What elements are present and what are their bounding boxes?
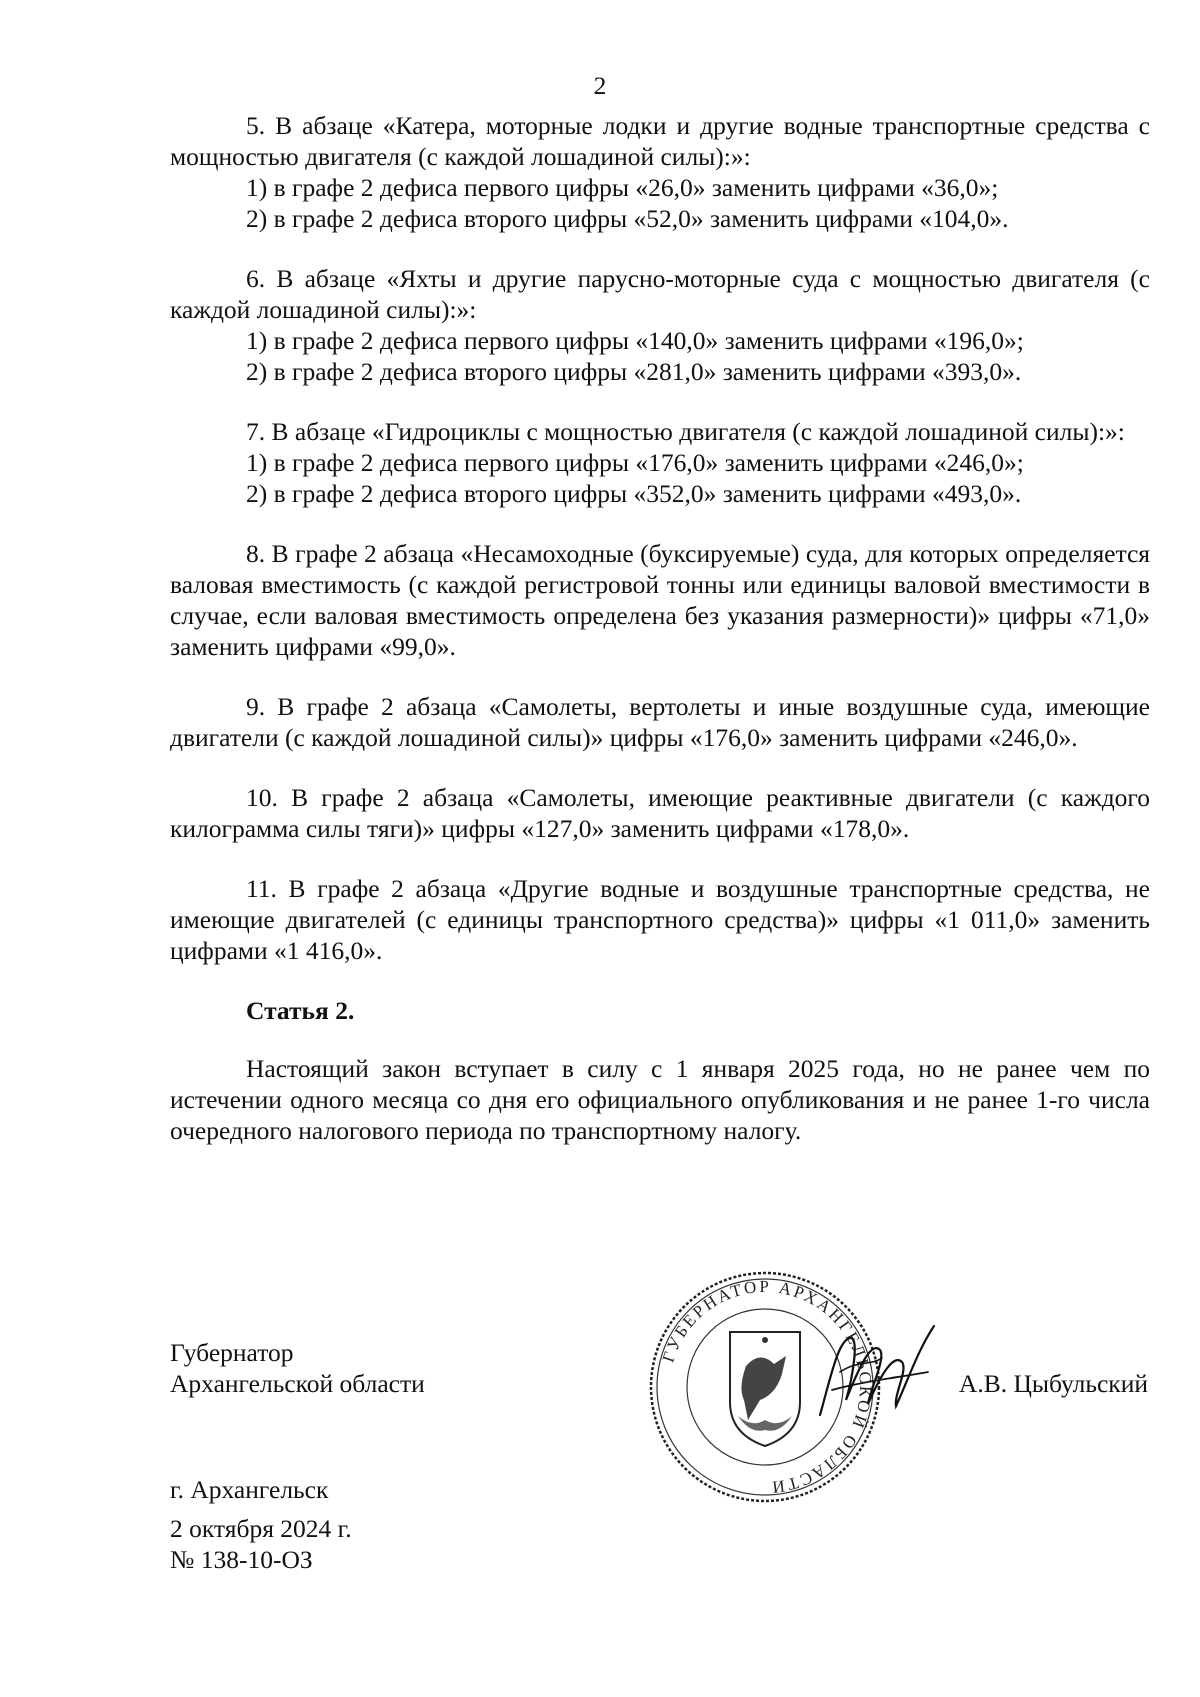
- amendment-subitem: 2) в графе 2 дефиса второго цифры «52,0» заменить цифрами «104,0».: [246, 204, 1009, 233]
- article-heading: Статья 2.: [246, 996, 355, 1025]
- law-date: 2 октября 2024 г.: [170, 1514, 352, 1543]
- signatory-name: А.В. Цыбульский: [958, 1369, 1148, 1398]
- amendment-subitem: 2) в графе 2 дефиса второго цифры «352,0» заменить цифрами «493,0».: [246, 479, 1022, 508]
- amendment-text: 9. В графе 2 абзаца «Самолеты, вертолеты и иные воздушные суда, имеющие двигатели (с каждой лошадиной силы)» цифры «176,0» заменить цифрами «246,0».: [170, 692, 1150, 752]
- amendment-item: [170, 691, 1150, 753]
- amendment-item: [170, 873, 1150, 966]
- amendment-item: [170, 538, 1150, 662]
- signatory-title-line: Губернатор: [170, 1338, 294, 1367]
- amendment-subitem: 1) в графе 2 дефиса первого цифры «176,0» заменить цифрами «246,0»;: [246, 448, 1024, 477]
- amendment-text: 10. В графе 2 абзаца «Самолеты, имеющие реактивные двигатели (с каждого килограмма силы тяги)» цифры «127,0» заменить цифрами «178,0».: [170, 783, 1150, 843]
- amendment-subitem: 1) в графе 2 дефиса первого цифры «140,0» заменить цифрами «196,0»;: [246, 326, 1024, 355]
- amendment-text: 5. В абзаце «Катера, моторные лодки и другие водные транспортные средства с мощностью двигателя (с каждой лошадиной силы):»:: [170, 111, 1150, 171]
- amendment-list: [170, 110, 1150, 966]
- date-and-number: [170, 1513, 352, 1575]
- seal-text: ГУБЕРНАТОР АРХАНГЕЛЬСКОЙ ОБЛАСТИ: [658, 1276, 876, 1498]
- amendment-item: [170, 263, 1150, 387]
- law-number: № 138-10-ОЗ: [170, 1545, 313, 1574]
- amendment-text: 6. В абзаце «Яхты и другие парусно-моторные суда с мощностью двигателя (с каждой лошадиной силы):»:: [170, 264, 1150, 324]
- amendment-item: [170, 782, 1150, 844]
- document-body: [170, 110, 1150, 1146]
- amendment-subitem: 1) в графе 2 дефиса первого цифры «26,0» заменить цифрами «36,0»;: [246, 173, 999, 202]
- article-text: Настоящий закон вступает в силу с 1 января 2025 года, но не ранее чем по истечении одного месяца со дня его официального опубликования и не ранее 1-го числа очередного налогового периода по транспортному налогу.: [170, 1054, 1150, 1145]
- amendment-subitem: 2) в графе 2 дефиса второго цифры «281,0» заменить цифрами «393,0».: [246, 357, 1022, 386]
- amendment-item: [170, 416, 1150, 509]
- page-number: 2: [593, 71, 607, 100]
- signatory-title-line: Архангельской области: [170, 1369, 425, 1398]
- amendment-text: 7. В абзаце «Гидроциклы с мощностью двигателя (с каждой лошадиной силы):»:: [246, 417, 1125, 446]
- place-of-signing: г. Архангельск: [170, 1475, 329, 1504]
- amendment-text: 8. В графе 2 абзаца «Несамоходные (буксируемые) суда, для которых определяется валовая вместимость (с каждой регистровой тонны или единицы валовой вместимости в случае, если валовая вместимость определена без указания размерности)» цифры «71,0» заменить цифрами «99,0».: [170, 539, 1150, 661]
- signatory-title: [170, 1337, 425, 1399]
- amendment-text: 11. В графе 2 абзаца «Другие водные и воздушные транспортные средства, не имеющие двигателей (с единицы транспортного средства)» цифры «1 011,0» заменить цифрами «1 416,0».: [170, 874, 1150, 965]
- coat-of-arms-icon: [730, 1332, 800, 1446]
- amendment-item: [170, 110, 1150, 234]
- handwritten-signature: [810, 1320, 940, 1430]
